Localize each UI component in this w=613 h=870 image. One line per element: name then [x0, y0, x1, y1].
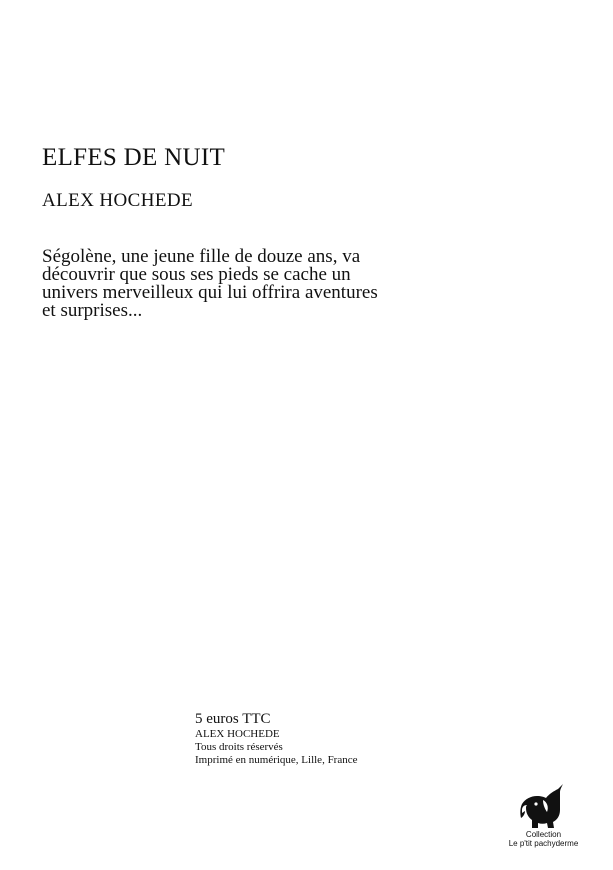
summary-line: Ségolène, une jeune fille de douze ans, va — [42, 246, 361, 267]
collection-label: Collection — [525, 830, 562, 839]
rights-notice: Tous droits réservés — [195, 741, 283, 753]
imprint-block — [195, 711, 358, 767]
collection-name: Le p'tit pachyderme — [508, 839, 579, 848]
summary-line: et surprises... — [42, 300, 143, 321]
elephant-icon — [519, 780, 569, 830]
price-label: 5 euros TTC — [195, 711, 271, 727]
book-summary — [42, 248, 462, 320]
summary-line: découvrir que sous ses pieds se cache un — [42, 264, 351, 285]
book-author: ALEX HOCHEDE — [42, 190, 193, 211]
summary-line: univers merveilleux qui lui offrira aventures — [42, 282, 378, 303]
collection-logo — [506, 780, 581, 848]
imprint-author: ALEX HOCHEDE — [195, 728, 280, 740]
book-title: ELFES DE NUIT — [42, 144, 226, 171]
print-location: Imprimé en numérique, Lille, France — [195, 754, 358, 766]
